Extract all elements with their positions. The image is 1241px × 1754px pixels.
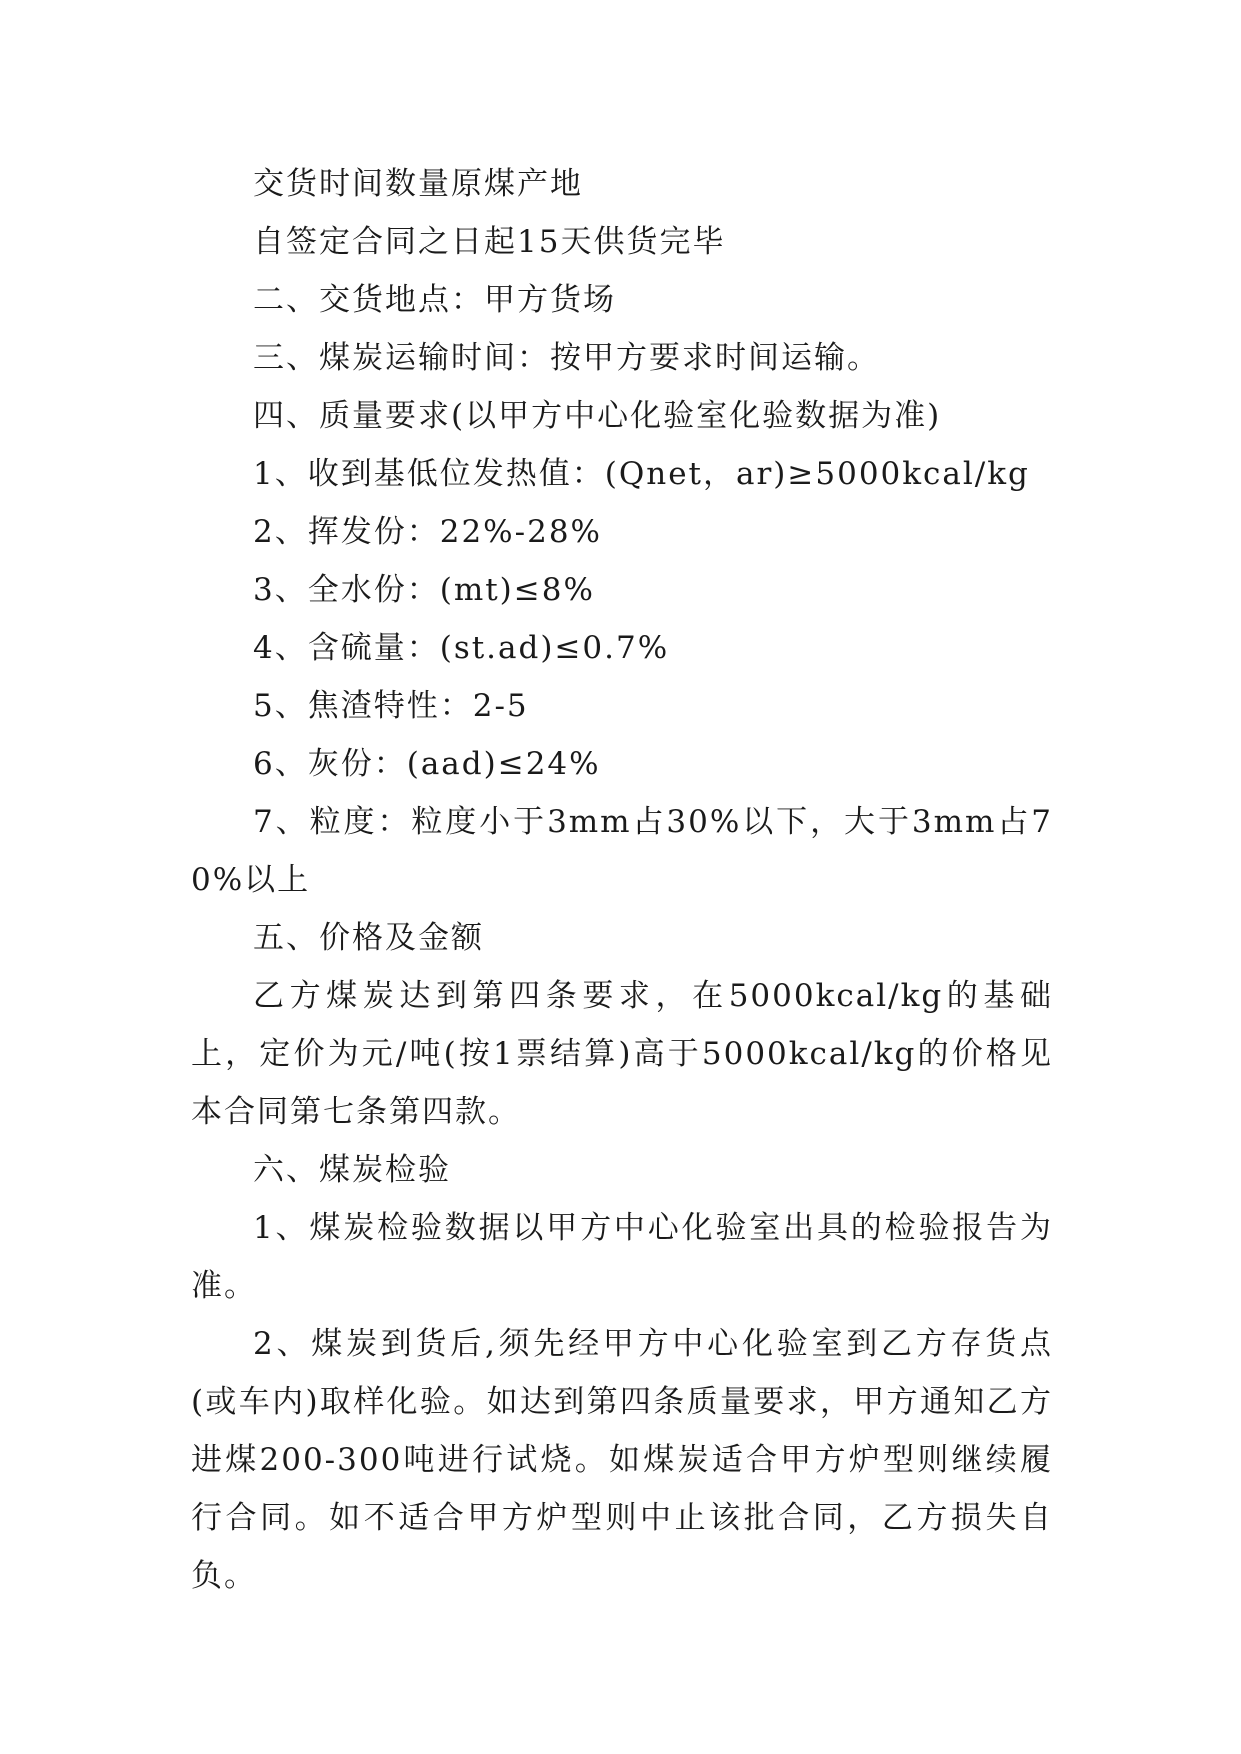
paragraph-price: 乙方煤炭达到第四条要求，在5000kcal/kg的基础上，定价为元/吨(按1票结算)高于5000kcal/kg的价格见本合同第七条第四款。: [191, 978, 1053, 1130]
paragraph-quality-4: 4、含硫量：(st.ad)≤0.7%: [253, 630, 670, 666]
paragraph-quality-3: 3、全水份：(mt)≤8%: [253, 572, 595, 608]
paragraph-section-6: 六、煤炭检验: [253, 1152, 451, 1188]
paragraph-quality-6: 6、灰份：(aad)≤24%: [253, 746, 601, 782]
paragraph-delivery-time: 自签定合同之日起15天供货完毕: [253, 224, 726, 260]
paragraph-delivery-header: 交货时间数量原煤产地: [253, 166, 583, 202]
paragraph-inspection-2: 2、煤炭到货后,须先经甲方中心化验室到乙方存货点(或车内)取样化验。如达到第四条质量要求，甲方通知乙方进煤200-300吨进行试烧。如煤炭适合甲方炉型则继续履行合同。如不适合甲方炉型则中止该批合同，乙方损失自负。: [191, 1326, 1053, 1594]
paragraph-quality-5: 5、焦渣特性：2-5: [253, 688, 529, 724]
document-body: [191, 155, 1053, 1605]
paragraph-quality-7: 7、粒度：粒度小于3mm占30%以下，大于3mm占70%以上: [191, 804, 1053, 898]
paragraph-quality-1: 1、收到基低位发热值：(Qnet，ar)≥5000kcal/kg: [253, 456, 1030, 492]
paragraph-section-5: 五、价格及金额: [253, 920, 484, 956]
paragraph-section-3: 三、煤炭运输时间：按甲方要求时间运输。: [253, 340, 880, 376]
paragraph-quality-2: 2、挥发份：22%-28%: [253, 514, 603, 550]
paragraph-section-4: 四、质量要求(以甲方中心化验室化验数据为准): [253, 398, 942, 434]
paragraph-inspection-1: 1、煤炭检验数据以甲方中心化验室出具的检验报告为准。: [191, 1210, 1053, 1304]
paragraph-section-2: 二、交货地点：甲方货场: [253, 282, 616, 318]
